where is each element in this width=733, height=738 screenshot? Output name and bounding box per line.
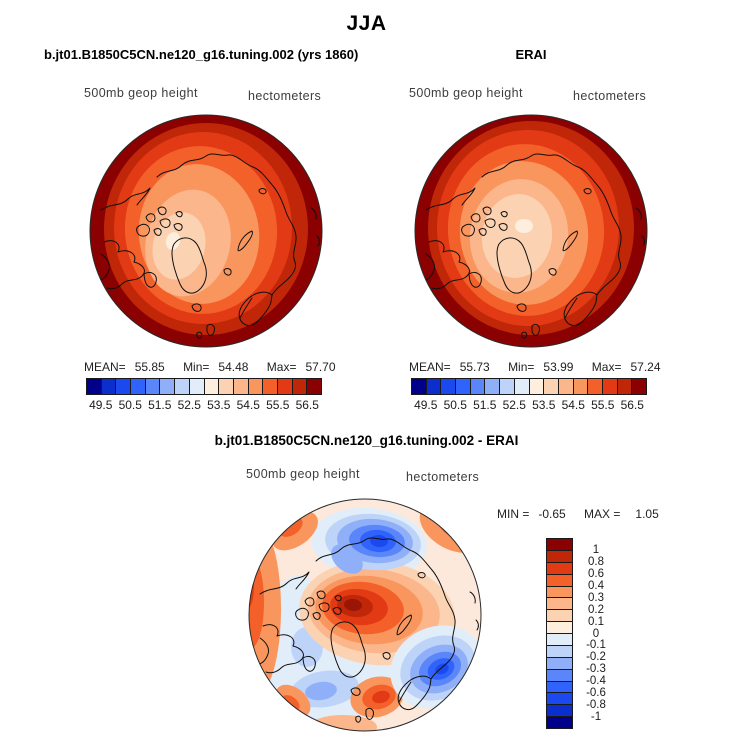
diff-min-label: MIN =: [497, 507, 530, 521]
polar-map-obs: [413, 113, 649, 349]
max-label: Max=: [266, 360, 297, 374]
mean-value: 55.73: [459, 360, 490, 374]
mean-label: MEAN=: [84, 360, 126, 374]
diff-min-value: -0.65: [538, 507, 566, 521]
obs-units-label: hectometers: [573, 89, 647, 103]
colorbar-diff-ticks: 1 0.8 0.6 0.4 0.3 0.2 0.1 0 -0.1 -0.2 -0.3 -0.4 -0.6 -0.8 -1: [586, 543, 606, 724]
mean-value: 55.85: [134, 360, 165, 374]
model-title: b.jt01.B1850C5CN.ne120_g16.tuning.002 (yrs 1860): [44, 47, 359, 62]
polar-map-model: [88, 113, 324, 349]
obs-title: ERAI: [515, 47, 547, 62]
obs-stats-row: [409, 360, 661, 374]
diff-variable-label: 500mb geop height: [246, 467, 360, 481]
colorbar-obs-ticks: 49.5 50.5 51.5 52.5 53.5 54.5 55.5 56.5: [414, 398, 644, 412]
model-units-label: hectometers: [248, 89, 322, 103]
polar-map-diff: [247, 497, 483, 733]
model-variable-label: 500mb geop height: [84, 86, 198, 100]
diff-max-value: 1.05: [635, 507, 659, 521]
diff-max-label: MAX =: [584, 507, 621, 521]
colorbar-diff: [546, 538, 573, 729]
diff-minmax-row: [497, 507, 659, 521]
colorbar-model: [86, 378, 322, 395]
mean-label: MEAN=: [409, 360, 451, 374]
max-value: 57.24: [630, 360, 661, 374]
max-label: Max=: [591, 360, 622, 374]
diff-units-label: hectometers: [406, 470, 480, 484]
max-value: 57.70: [305, 360, 336, 374]
min-label: Min=: [183, 360, 210, 374]
min-label: Min=: [508, 360, 535, 374]
diff-title: b.jt01.B1850C5CN.ne120_g16.tuning.002 - ERAI: [214, 433, 519, 448]
min-value: 54.48: [218, 360, 249, 374]
colorbar-obs: [411, 378, 647, 395]
obs-variable-label: 500mb geop height: [409, 86, 523, 100]
model-stats-row: [84, 360, 336, 374]
min-value: 53.99: [543, 360, 574, 374]
colorbar-model-ticks: 49.5 50.5 51.5 52.5 53.5 54.5 55.5 56.5: [89, 398, 319, 412]
season-title: JJA: [346, 12, 387, 35]
